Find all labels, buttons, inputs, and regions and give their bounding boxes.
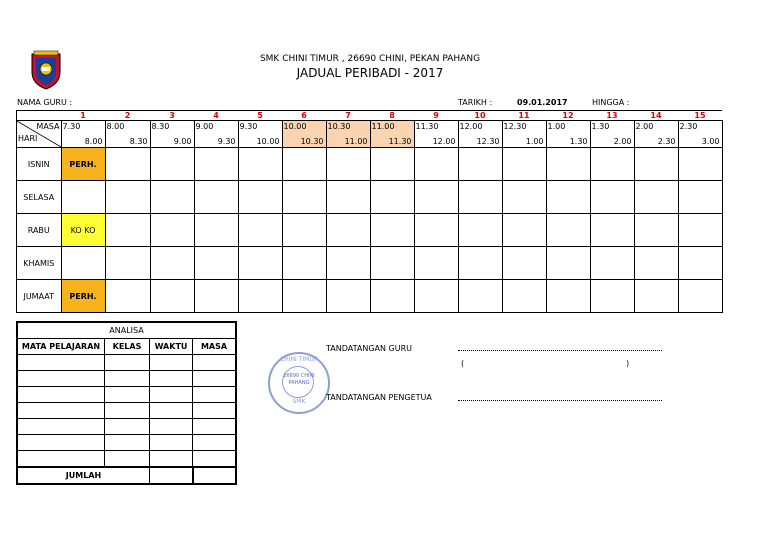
slot-start: 12.30 (503, 122, 527, 131)
slot-number: 15 (678, 111, 722, 121)
slot-start: 2.00 (635, 122, 654, 131)
slot-number: 4 (194, 111, 238, 121)
slot-number: 2 (105, 111, 150, 121)
timetable-cell (414, 247, 458, 280)
timetable-cell (502, 280, 546, 313)
timetable-cell (414, 181, 458, 214)
slot-start: 1.00 (547, 122, 566, 131)
timetable-cell (370, 214, 414, 247)
school-name: SMK CHINI TIMUR , 26690 CHINI, PEKAN PAHANG (259, 54, 481, 64)
timetable-cell (458, 181, 502, 214)
masa-hari-corner (17, 121, 62, 148)
timetable-cell (105, 148, 150, 181)
timetable-cell (238, 148, 282, 181)
analisa-row (17, 355, 236, 371)
analisa-row (17, 371, 236, 387)
timetable-cell (678, 181, 722, 214)
slot-time (282, 121, 326, 148)
timetable-cell (590, 280, 634, 313)
stamp-ring-bottom: SMK (292, 398, 306, 405)
timetable-cell (105, 280, 150, 313)
slot-start: 1.30 (591, 122, 610, 131)
analisa-row (17, 419, 236, 435)
slot-end: 12.30 (476, 137, 500, 146)
day-row (17, 181, 723, 214)
timetable-cell (326, 214, 370, 247)
timetable-cell (678, 247, 722, 280)
slot-time (502, 121, 546, 148)
slot-end: 1.00 (525, 137, 544, 146)
timetable-cell (502, 214, 546, 247)
perh-entry: PERH. (61, 148, 105, 181)
slot-end: 12.00 (432, 137, 456, 146)
timetable-cell (590, 214, 634, 247)
slot-time (61, 121, 105, 148)
slot-start: 10.00 (283, 122, 307, 131)
pengetua-signature-line (458, 399, 662, 401)
slot-time (370, 121, 414, 148)
slot-time (458, 121, 502, 148)
slot-time (326, 121, 370, 148)
nama-guru-label: NAMA GURU : (17, 98, 73, 107)
timetable-cell (370, 280, 414, 313)
hari-label: HARI (18, 134, 38, 143)
timetable-cell (546, 181, 590, 214)
guru-signature-line (458, 349, 662, 351)
tandatangan-pengetua-label: TANDATANGAN PENGETUA (326, 393, 432, 402)
slot-time (634, 121, 678, 148)
timetable-cell (282, 181, 326, 214)
timetable-cell (634, 280, 678, 313)
timetable (16, 110, 723, 313)
page-title: JADUAL PERIBADI - 2017 (296, 66, 444, 80)
timetable-cell (105, 247, 150, 280)
hingga-label: HINGGA : (592, 98, 630, 107)
day-row (17, 214, 723, 247)
stamp-state: PAHANG (288, 380, 310, 386)
timetable-cell (634, 247, 678, 280)
timetable-cell (150, 214, 194, 247)
slot-start: 11.00 (371, 122, 395, 131)
slot-number: 5 (238, 111, 282, 121)
timetable-cell (590, 181, 634, 214)
slot-number: 13 (590, 111, 634, 121)
timetable-cell (282, 214, 326, 247)
timetable-cell (546, 214, 590, 247)
school-crest-icon (30, 50, 62, 90)
close-paren: ) (626, 359, 630, 368)
stamp-postcode: 26690 CHINI (283, 373, 315, 379)
timetable-cell (326, 280, 370, 313)
slot-number: 10 (458, 111, 502, 121)
timetable-cell (634, 148, 678, 181)
timetable-cell (458, 148, 502, 181)
slot-start: 7.30 (62, 122, 81, 131)
slot-end: 9.30 (217, 137, 236, 146)
slot-number: 7 (326, 111, 370, 121)
timetable-cell (194, 247, 238, 280)
timetable-cell (502, 148, 546, 181)
timetable-cell (105, 214, 150, 247)
slot-number: 9 (414, 111, 458, 121)
timetable-cell (61, 247, 105, 280)
slot-start: 9.30 (239, 122, 258, 131)
perh-entry: PERH. (61, 280, 105, 313)
timetable-cell (150, 280, 194, 313)
timetable-cell (546, 148, 590, 181)
timetable-cell (458, 280, 502, 313)
timetable-cell (61, 181, 105, 214)
timetable-cell (458, 247, 502, 280)
timetable-cell (282, 280, 326, 313)
timetable-cell (238, 280, 282, 313)
day-row (17, 148, 723, 181)
slot-end: 10.30 (300, 137, 324, 146)
slot-start: 10.30 (327, 122, 351, 131)
slot-time (150, 121, 194, 148)
slot-number: 1 (61, 111, 105, 121)
timetable-cell (370, 148, 414, 181)
timetable-cell (546, 247, 590, 280)
slot-end: 8.30 (129, 137, 148, 146)
masa-label: MASA (36, 122, 60, 131)
day-label: ISNIN (17, 148, 62, 181)
slot-end: 11.30 (388, 137, 412, 146)
timetable-cell (194, 280, 238, 313)
timetable-cell (238, 214, 282, 247)
slot-number: 3 (150, 111, 194, 121)
timetable-cell (370, 181, 414, 214)
timetable-cell (194, 214, 238, 247)
slot-end: 9.00 (173, 137, 192, 146)
slot-end: 10.00 (256, 137, 280, 146)
timetable-cell (590, 247, 634, 280)
timetable-cell (370, 247, 414, 280)
slot-end: 11.00 (344, 137, 368, 146)
slot-start: 8.00 (106, 122, 125, 131)
slot-end: 2.30 (657, 137, 676, 146)
slot-end: 8.00 (84, 137, 103, 146)
tarikh-value: 09.01.2017 (517, 98, 568, 107)
slot-number: 11 (502, 111, 546, 121)
timetable-cell (282, 247, 326, 280)
timetable-cell (194, 181, 238, 214)
slot-time (546, 121, 590, 148)
timetable-cell (150, 181, 194, 214)
day-label: KHAMIS (17, 247, 62, 280)
day-row (17, 280, 723, 313)
school-stamp-icon (268, 352, 330, 414)
timetable-cell (414, 280, 458, 313)
timetable-cell (678, 214, 722, 247)
slot-start: 12.00 (459, 122, 483, 131)
analisa-row (17, 451, 236, 468)
jumlah-masa (193, 467, 237, 484)
slot-end: 1.30 (569, 137, 588, 146)
slot-time (590, 121, 634, 148)
jumlah-waktu (150, 467, 193, 484)
slot-end: 2.00 (613, 137, 632, 146)
timetable-cell (326, 247, 370, 280)
analisa-row (17, 387, 236, 403)
slot-time (105, 121, 150, 148)
tandatangan-guru-label: TANDATANGAN GURU (326, 344, 412, 353)
tarikh-label: TARIKH : (458, 98, 493, 107)
timetable-cell (414, 148, 458, 181)
day-label: RABU (17, 214, 62, 247)
timetable-cell (678, 148, 722, 181)
timetable-cell (678, 280, 722, 313)
koko-entry: KO KO (61, 214, 105, 247)
slot-time (238, 121, 282, 148)
slot-start: 11.30 (415, 122, 439, 131)
timetable-cell (194, 148, 238, 181)
slot-number: 12 (546, 111, 590, 121)
analisa-title: ANALISA (17, 322, 236, 339)
open-paren: ( (461, 359, 465, 368)
slot-time (414, 121, 458, 148)
analisa-table (16, 321, 237, 485)
timetable-cell (238, 247, 282, 280)
stamp-ring-top: CHINI TIMUR (280, 356, 318, 363)
slot-number: 6 (282, 111, 326, 121)
analisa-row (17, 435, 236, 451)
timetable-cell (326, 148, 370, 181)
timetable-cell (150, 148, 194, 181)
day-label: JUMAAT (17, 280, 62, 313)
slot-number: 8 (370, 111, 414, 121)
slot-time (194, 121, 238, 148)
timetable-cell (634, 214, 678, 247)
slot-number: 14 (634, 111, 678, 121)
timetable-cell (502, 247, 546, 280)
timetable-cell (502, 181, 546, 214)
timetable-cell (282, 148, 326, 181)
jumlah-label: JUMLAH (17, 467, 150, 484)
timetable-cell (458, 214, 502, 247)
slot-start: 8.30 (151, 122, 170, 131)
header-masa: MASA (193, 339, 237, 355)
timetable-cell (326, 181, 370, 214)
slot-start: 2.30 (679, 122, 698, 131)
header-waktu: WAKTU (150, 339, 193, 355)
timetable-cell (414, 214, 458, 247)
header-kelas: KELAS (105, 339, 150, 355)
slot-time (678, 121, 722, 148)
timetable-cell (150, 247, 194, 280)
analisa-row (17, 403, 236, 419)
day-label: SELASA (17, 181, 62, 214)
timetable-cell (105, 181, 150, 214)
timetable-cell (546, 280, 590, 313)
day-row (17, 247, 723, 280)
timetable-cell (590, 148, 634, 181)
timetable-cell (238, 181, 282, 214)
slot-start: 9.00 (195, 122, 214, 131)
header-mata-pelajaran: MATA PELAJARAN (17, 339, 105, 355)
slot-end: 3.00 (701, 137, 720, 146)
timetable-cell (634, 181, 678, 214)
